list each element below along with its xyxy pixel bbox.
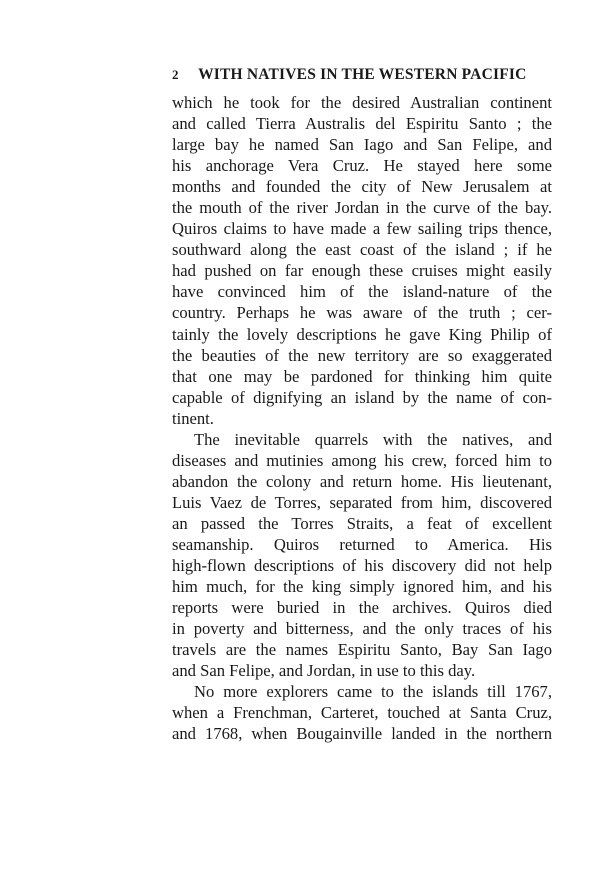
text-line: high-flown descriptions of his discovery did not help	[172, 556, 552, 576]
text-line: months and founded the city of New Jerusalem at	[172, 177, 552, 197]
text-line: Luis Vaez de Torres, separated from him, discovered	[172, 492, 552, 512]
text-line: his anchorage Vera Cruz. He stayed here some	[172, 156, 552, 176]
text-line: capable of dignifying an island by the name of con-	[172, 387, 552, 407]
running-head	[172, 66, 554, 88]
text-line: seamanship. Quiros returned to America. His	[172, 534, 552, 554]
text-line: an passed the Torres Straits, a feat of excellent	[172, 513, 552, 533]
text-line: No more explorers came to the islands till 1767,	[194, 682, 552, 702]
text-line: and 1768, when Bougainville landed in the northern	[172, 724, 552, 744]
text-line: reports were buried in the archives. Quiros died	[172, 598, 552, 618]
text-line: tinent.	[172, 408, 214, 428]
text-line: and San Felipe, and Jordan, in use to this day.	[172, 661, 476, 681]
text-line: which he took for the desired Australian continent	[172, 93, 552, 112]
text-line: abandon the colony and return home. His lieutenant,	[172, 471, 552, 491]
text-line: travels are the names Espiritu Santo, Bay San Iago	[172, 640, 552, 660]
text-line: him much, for the king simply ignored him, and his	[172, 577, 552, 597]
text-line: and called Tierra Australis del Espiritu Santo ; the	[172, 114, 552, 134]
text-line: that one may be pardoned for thinking him quite	[172, 366, 552, 386]
text-line: country. Perhaps he was aware of the truth ; cer-	[172, 303, 552, 323]
text-line: tainly the lovely descriptions he gave King Philip of	[172, 324, 552, 344]
text-line: The inevitable quarrels with the natives, and	[194, 429, 552, 449]
body-text	[172, 92, 552, 744]
text-line: the beauties of the new territory are so exaggerated	[172, 345, 552, 365]
running-head-title: WITH NATIVES IN THE WESTERN PACIFIC	[198, 66, 527, 83]
text-line: when a Frenchman, Carteret, touched at Santa Cruz,	[172, 703, 552, 723]
text-line: diseases and mutinies among his crew, forced him to	[172, 450, 552, 470]
page-number: 2	[172, 67, 179, 82]
text-line: have convinced him of the island-nature of the	[172, 282, 552, 302]
text-line: Quiros claims to have made a few sailing trips thence,	[172, 219, 552, 239]
text-line: large bay he named San Iago and San Felipe, and	[172, 135, 552, 155]
text-line: in poverty and bitterness, and the only traces of his	[172, 619, 552, 639]
text-line: the mouth of the river Jordan in the curve of the bay.	[172, 198, 552, 218]
text-line: southward along the east coast of the island ; if he	[172, 240, 552, 260]
text-line: had pushed on far enough these cruises might easily	[172, 261, 552, 281]
